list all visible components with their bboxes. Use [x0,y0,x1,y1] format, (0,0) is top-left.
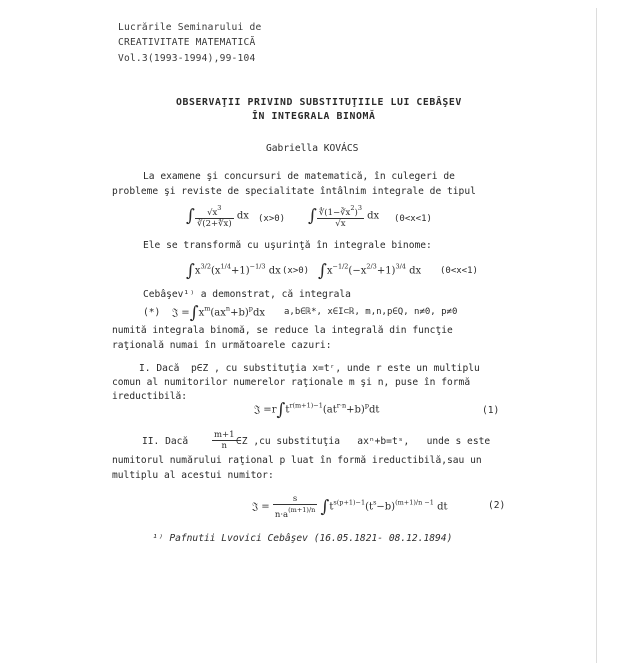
paragraph-3: Cebâşev¹⁾ a demonstrat, că integrala [143,289,351,300]
case-2-line-3: multiplu al acestui numitor: [112,470,274,481]
case-2-fraction: $\frac{m+1}{n}$ [214,430,235,451]
binomial-integral-2: $\int x^{-1/2}(-x^{2/3}+1)^{3/4}$ dx [318,261,422,281]
journal-header-line-1: Lucrările Seminarului de [118,22,262,33]
paragraph-4-line-2: raţională numai în următoarele cazuri: [112,340,332,351]
binomial-integral-2-condition: (0<x<1) [440,266,478,276]
equation-1-number: (1) [482,405,500,416]
case-2-line-1a: II. Dacă [142,436,189,447]
case-1-line-3: ireductibilă: [112,391,188,402]
binomial-integral-conditions: a,b∈ℝ*, x∈I⊂ℝ, m,n,p∈Q, n≠0, p≠0 [284,307,458,317]
integral-example-1: ∫ $\frac{√x^3}{∛(2+∜x)}$ dx [186,204,249,229]
integral-example-1-condition: (x>0) [258,214,286,224]
equation-2-number: (2) [488,500,506,511]
equation-2: 𝔍 = $\frac{s}{n\cdot a^{(m+1)/n}}$ $\int t^{s(p+1)-1}(t^s-b)^{(m+1)/n -1}$ dt [252,494,448,520]
article-title-line-2: ÎN INTEGRALA BINOMĂ [252,111,376,122]
case-1-line-2: comun al numitorilor numerelor raţionale m şi n, puse în formă [112,377,471,388]
paragraph-1-line-2: probleme şi reviste de specialitate întâlnim integrale de tipul [112,186,476,197]
paragraph-2: Ele se transformă cu uşurinţă în integrale binome: [143,240,432,251]
binomial-integral-1: $\int x^{3/2}(x^{1/4}+1)^{-1/3}$ dx [186,261,281,281]
binomial-integral-1-condition: (x>0) [282,266,310,276]
case-2-line-2: numitorul numărului raţional p luat în formă ireductibilă,sau un [112,455,482,466]
journal-header-line-3: Vol.3(1993-1994),99-104 [118,53,256,64]
paragraph-1-line-1: La examene şi concursuri de matematică, în culegeri de [143,171,455,182]
author-name: Gabriella KOVÁCS [266,143,359,154]
paragraph-4-line-1: numită integrala binomă, se reduce la integrală din funcţie [112,325,453,336]
case-1-line-1: I. Dacă p∈Z , cu substituţia x=tʳ, unde r este un multiplu [139,363,480,374]
page-edge-shadow [596,8,597,663]
binomial-integral-definition: 𝔍 $=\int x^m(ax^n+b)^pdx$ [172,303,265,323]
integral-example-2: ∫ $\frac{∜(1-∛x^2)^3}{√x}$ dx [308,204,380,229]
footnote: ¹⁾ Pafnutii Lvovici Cebâşev (16.05.1821- 08.12.1894) [152,533,453,544]
journal-header-line-2: CREATIVITATE MATEMATICĂ [118,37,256,48]
equation-star-label: (*) [143,307,161,318]
article-title-line-1: OBSERVAŢII PRIVIND SUBSTITUŢIILE LUI CEBÂŞEV [176,97,462,108]
equation-1: 𝔍 $=r\int t^{r(m+1)-1}(at^{r\cdot n}+b)^pdt$ [254,400,380,420]
case-2-line-1b: ∈Z ,cu substituţia axⁿ+b=tˢ, unde s este [236,436,491,447]
integral-example-2-condition: (0<x<1) [394,214,432,224]
